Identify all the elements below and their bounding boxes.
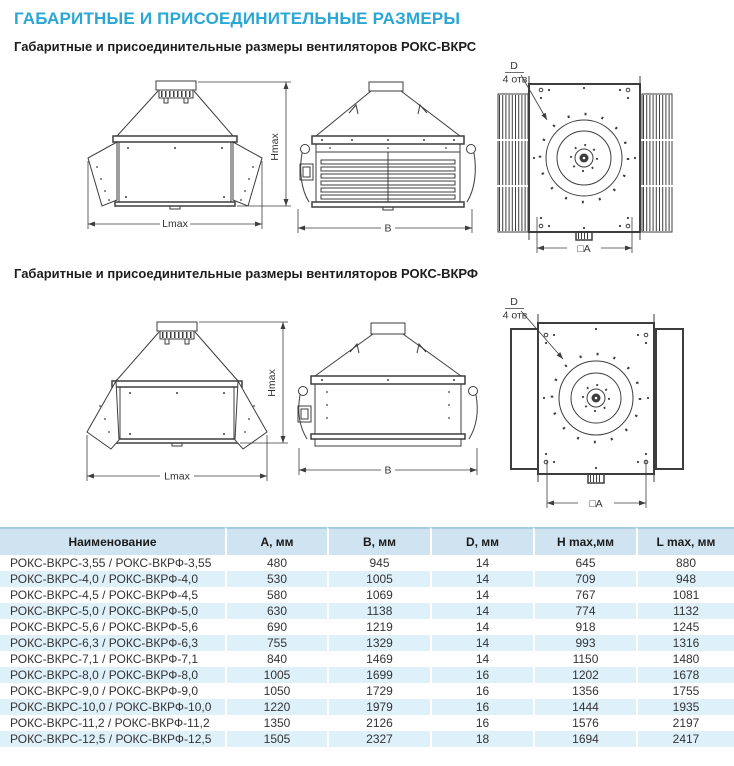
row-name-cell: РОКС-ВКРС-6,3 / РОКС-ВКРФ-6,3 [10, 636, 199, 650]
row-value-cell: 2126 [327, 715, 430, 731]
row-value-cell: 645 [533, 555, 636, 571]
row-name-cell: РОКС-ВКРС-10,0 / РОКС-ВКРФ-10,0 [10, 700, 212, 714]
row-value-cell: 1356 [533, 683, 636, 699]
row-name-cell: РОКС-ВКРС-4,5 / РОКС-ВКРФ-4,5 [10, 588, 199, 602]
table-row [0, 731, 734, 747]
table-row [0, 715, 734, 731]
table-row [0, 603, 734, 619]
row-name-cell: РОКС-ВКРС-8,0 / РОКС-ВКРФ-8,0 [10, 668, 199, 682]
row-value-cell: 945 [327, 555, 430, 571]
row-value-cell: 1150 [533, 651, 636, 667]
vkrf-lmax-label: Lmax [164, 470, 190, 483]
table-row [0, 683, 734, 699]
row-value-cell: 1005 [327, 571, 430, 587]
row-value-cell: 16 [430, 699, 533, 715]
row-value-cell: 1480 [636, 651, 734, 667]
row-value-cell: 1444 [533, 699, 636, 715]
row-value-cell: 1202 [533, 667, 636, 683]
vkrf-top-view [503, 296, 683, 510]
row-value-cell: 14 [430, 635, 533, 651]
row-value-cell: 1350 [225, 715, 327, 731]
drawing-vkrf [0, 284, 734, 522]
vkrs-holes-label: 4 отв [502, 73, 528, 86]
vkrf-square-a-label: □A [589, 498, 603, 510]
vkrf-b-label: B [384, 464, 392, 477]
row-value-cell: 709 [533, 571, 636, 587]
dimensions-table-body [0, 555, 734, 747]
drawing-vkrs [0, 57, 734, 257]
row-value-cell: 1505 [225, 731, 327, 747]
row-value-cell: 1081 [636, 587, 734, 603]
row-value-cell: 18 [430, 731, 533, 747]
row-value-cell: 767 [533, 587, 636, 603]
row-value-cell: 16 [430, 667, 533, 683]
col-header-a: А, мм [225, 527, 327, 555]
row-value-cell: 774 [533, 603, 636, 619]
row-value-cell: 1069 [327, 587, 430, 603]
row-value-cell: 2197 [636, 715, 734, 731]
row-name-cell: РОКС-ВКРС-5,6 / РОКС-ВКРФ-5,6 [10, 620, 199, 634]
row-value-cell: 1329 [327, 635, 430, 651]
row-value-cell: 1729 [327, 683, 430, 699]
row-value-cell: 993 [533, 635, 636, 651]
row-name-cell: РОКС-ВКРС-4,0 / РОКС-ВКРФ-4,0 [10, 572, 199, 586]
row-value-cell: 755 [225, 635, 327, 651]
table-row [0, 635, 734, 651]
row-name-cell: РОКС-ВКРС-11,2 / РОКС-ВКРФ-11,2 [10, 716, 210, 730]
row-value-cell: 1699 [327, 667, 430, 683]
row-value-cell: 690 [225, 619, 327, 635]
row-value-cell: 14 [430, 603, 533, 619]
row-value-cell: 1979 [327, 699, 430, 715]
vkrs-b-label: B [384, 222, 392, 235]
table-row [0, 667, 734, 683]
row-value-cell: 14 [430, 587, 533, 603]
row-value-cell: 580 [225, 587, 327, 603]
vkrs-d-label: D [510, 60, 518, 72]
col-header-name: Наименование [0, 527, 225, 555]
table-row [0, 619, 734, 635]
vkrf-hmax-label: Hmax [266, 369, 278, 397]
row-value-cell: 14 [430, 555, 533, 571]
vkrs-top-view [497, 60, 673, 255]
row-value-cell: 1576 [533, 715, 636, 731]
row-value-cell: 1050 [225, 683, 327, 699]
col-header-lmax: L max, мм [636, 527, 734, 555]
vkrf-d-label: D [510, 296, 518, 308]
row-value-cell: 1755 [636, 683, 734, 699]
vkrs-square-a-label: □A [577, 243, 591, 255]
col-header-hmax: Н max,мм [533, 527, 636, 555]
section-vkrs-subtitle: Габаритные и присоединительные размеры вентиляторов РОКС-ВКРС [14, 39, 477, 54]
row-value-cell: 1220 [225, 699, 327, 715]
row-value-cell: 1245 [636, 619, 734, 635]
row-value-cell: 918 [533, 619, 636, 635]
row-value-cell: 480 [225, 555, 327, 571]
vkrs-lmax-label: Lmax [162, 218, 188, 230]
row-value-cell: 948 [636, 571, 734, 587]
vkrs-side-view [88, 81, 291, 230]
row-value-cell: 530 [225, 571, 327, 587]
vkrf-holes-label: 4 отв [502, 309, 528, 322]
row-value-cell: 1138 [327, 603, 430, 619]
row-value-cell: 16 [430, 683, 533, 699]
row-value-cell: 14 [430, 571, 533, 587]
row-value-cell: 1316 [636, 635, 734, 651]
row-value-cell: 1935 [636, 699, 734, 715]
table-row [0, 587, 734, 603]
row-value-cell: 2417 [636, 731, 734, 747]
row-value-cell: 14 [430, 619, 533, 635]
dimensions-table [0, 527, 734, 747]
section-vkrf-subtitle: Габаритные и присоединительные размеры вентиляторов РОКС-ВКРФ [14, 266, 479, 281]
row-name-cell: РОКС-ВКРС-12,5 / РОКС-ВКРФ-12,5 [10, 732, 212, 746]
table-row [0, 555, 734, 571]
page-title: ГАБАРИТНЫЕ И ПРИСОЕДИНИТЕЛЬНЫЕ РАЗМЕРЫ [14, 9, 461, 28]
vkrf-side-view [87, 322, 288, 483]
row-value-cell: 1469 [327, 651, 430, 667]
row-value-cell: 630 [225, 603, 327, 619]
row-value-cell: 1005 [225, 667, 327, 683]
row-name-cell: РОКС-ВКРС-3,55 / РОКС-ВКРФ-3,55 [10, 556, 212, 570]
col-header-d: D, мм [430, 527, 533, 555]
table-row [0, 699, 734, 715]
col-header-b: В, мм [327, 527, 430, 555]
row-value-cell: 840 [225, 651, 327, 667]
row-name-cell: РОКС-ВКРС-7,1 / РОКС-ВКРФ-7,1 [10, 652, 199, 666]
vkrs-hmax-label: Hmax [269, 133, 281, 161]
row-value-cell: 1694 [533, 731, 636, 747]
row-value-cell: 1132 [636, 603, 734, 619]
table-row [0, 651, 734, 667]
row-value-cell: 1678 [636, 667, 734, 683]
row-value-cell: 14 [430, 651, 533, 667]
vkrf-front-view [298, 323, 478, 477]
row-name-cell: РОКС-ВКРС-9,0 / РОКС-ВКРФ-9,0 [10, 684, 199, 698]
vkrs-front-view [298, 82, 476, 235]
table-header-row [0, 527, 734, 555]
row-value-cell: 1219 [327, 619, 430, 635]
table-row [0, 571, 734, 587]
row-value-cell: 880 [636, 555, 734, 571]
row-value-cell: 16 [430, 715, 533, 731]
row-name-cell: РОКС-ВКРС-5,0 / РОКС-ВКРФ-5,0 [10, 604, 199, 618]
row-value-cell: 2327 [327, 731, 430, 747]
